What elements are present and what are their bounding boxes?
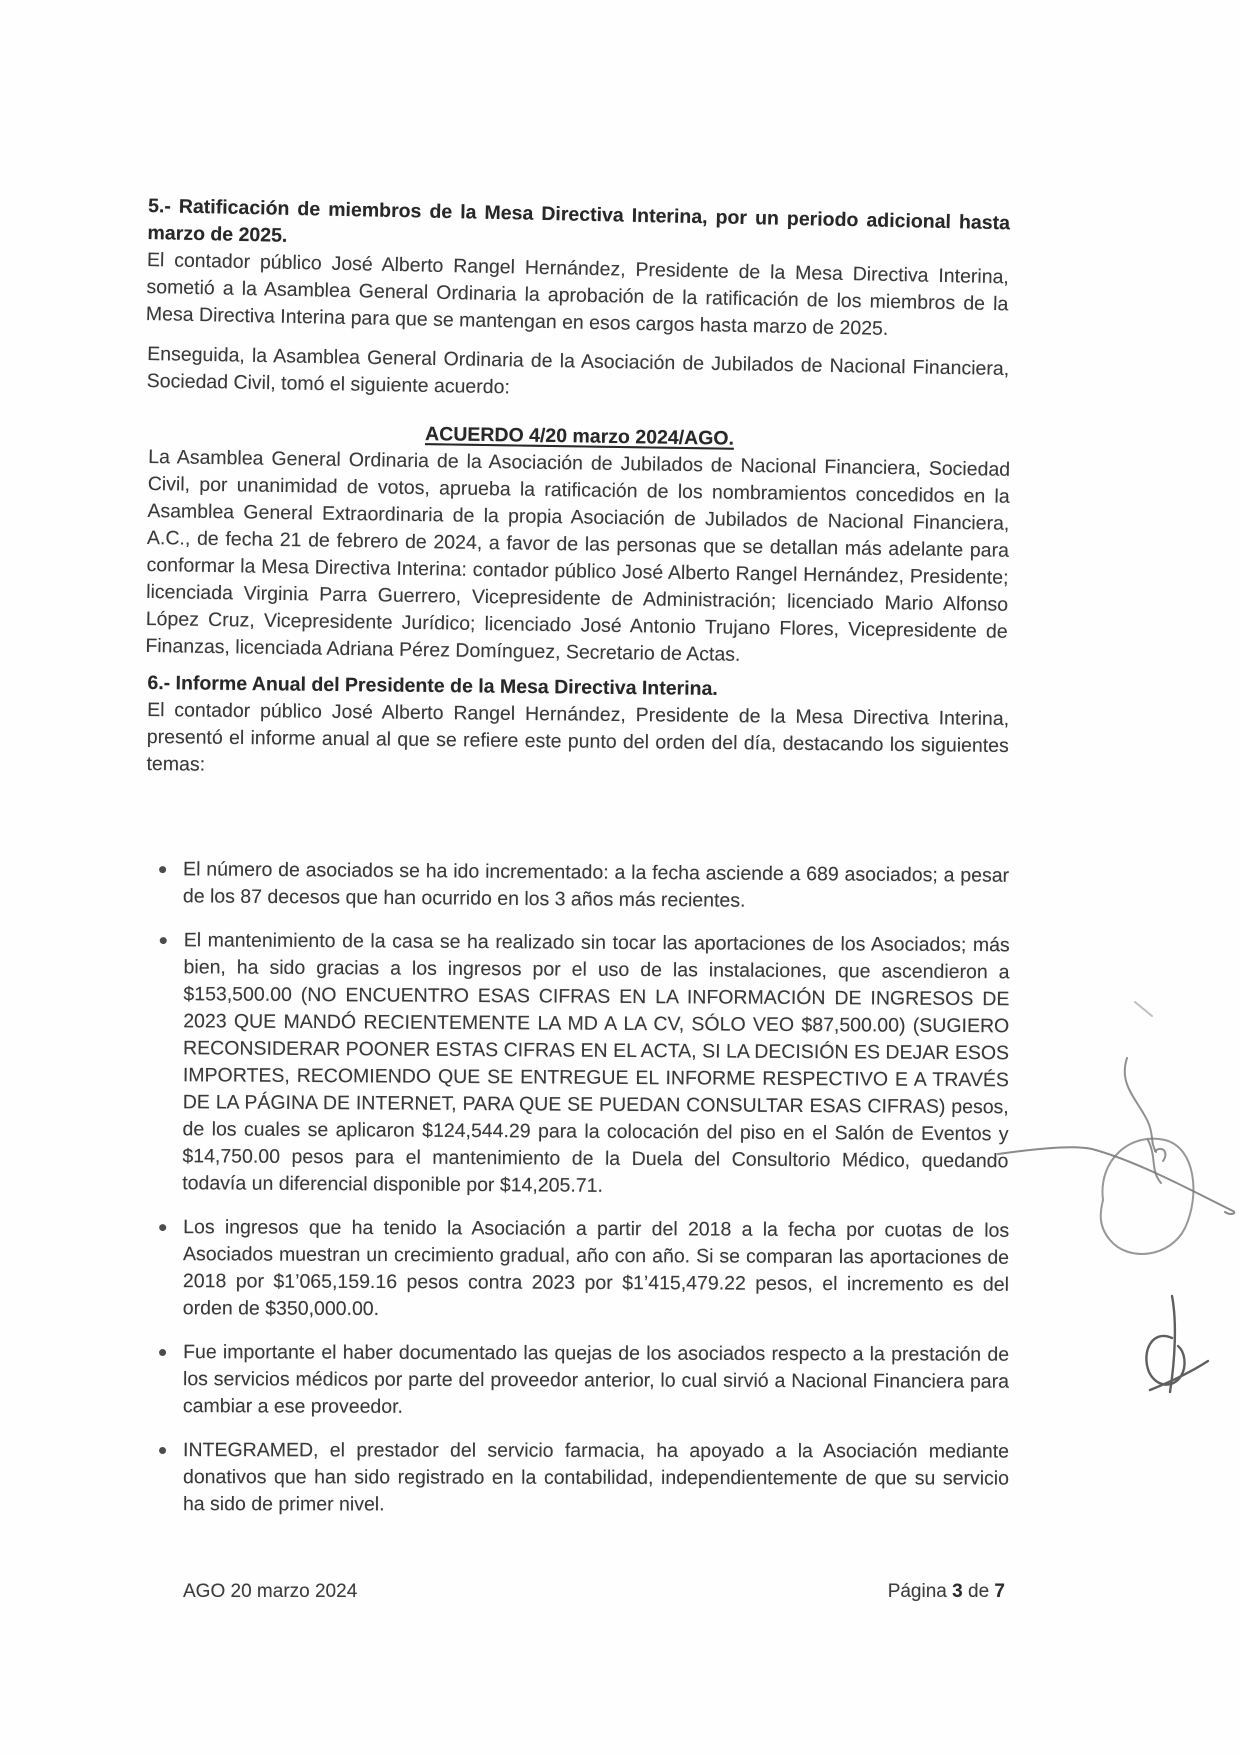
section-5 [146, 193, 1011, 345]
page-footer [183, 1581, 1005, 1603]
section-5-heading: 5.- Ratificación de miembros de la Mesa Directiva Interina, por un periodo adicional hasta marzo de 2025. [147, 195, 1011, 247]
section-6-intro: El contador público José Alberto Rangel Hernández, Presidente de la Mesa Directiva Interina, presentó el informe anual al que se refiere este punto del orden del día, destacando los siguientes temas: [146, 699, 1010, 776]
section-5-paragraph-2: Enseguida, la Asamblea General Ordinaria de la Asociación de Jubilados de Nacional Financiera, Sociedad Civil, tomó el siguiente acuerdo: [146, 343, 1010, 399]
section-6 [146, 670, 1009, 787]
footer-page-number: 3 [952, 1581, 963, 1602]
document-body [147, 193, 1009, 1518]
handwritten-annotation [998, 1002, 1234, 1254]
acuerdo-section [145, 417, 1011, 673]
list-item-integramed: INTEGRAMED, el prestador del servicio farmacia, ha apoyado a la Asociación mediante donativos que han sido registrado en la contabilidad, independientemente de que su servicio ha sido de primer nivel. [147, 1437, 1009, 1520]
footer-page-label: Página [887, 1581, 953, 1602]
acuerdo-body: La Asamblea General Ordinaria de la Asociación de Jubilados de Nacional Financiera, Sociedad Civil, por unanimidad de votos, aprueba la ratificación de los nombramientos concedidos en la Asamblea General Extraordinaria de la propia Asociación de Jubilados de Nacional Financiera, A.C., de fecha 21 de febrero de 2024, a favor de las personas que se detallan más adelante para conformar la Mesa Directiva Interina: contador público José Alberto Rangel Hernández, Presidente; licenciada Virginia Parra Guerrero, Vicepresidente de Administración; licenciado Mario Alfonso López Cruz, Vicepresidente Jurídico; licenciado José Antonio Trujano Flores, Vicepresidente de Finanzas, licenciada Adriana Pérez Domínguez, Secretario de Actas. [145, 446, 1011, 666]
section-5-paragraph-2-block [147, 341, 1010, 410]
list-item-medical-complaints: Fue importante el haber documentado las quejas de los asociados respecto a la prestación de los servicios médicos por parte del proveedor anterior, lo cual sirvió a Nacional Financiera para cambiar a ese proveedor. [147, 1339, 1009, 1423]
acuerdo-title: ACUERDO 4/20 marzo 2024/AGO. [424, 423, 735, 450]
handwritten-mark [1146, 1296, 1208, 1392]
footer-total-pages: 7 [994, 1581, 1005, 1602]
section-5-paragraph-1: El contador público José Alberto Rangel Hernández, Presidente de la Mesa Directiva Interina, sometió a la Asamblea General Ordinaria la aprobación de la ratificación de los miembros de la Mesa Directiva Interina para que se mantengan en esos cargos hasta marzo de 2025. [145, 249, 1010, 340]
list-item-members-count: El número de asociados se ha ido incrementado: a la fecha asciende a 689 asociados; a pesar de los 87 decesos que han ocurrido en los 3 años más recientes. [147, 856, 1009, 917]
report-topics-list [147, 856, 1009, 1518]
footer-of-label: de [962, 1581, 995, 1602]
list-item-income-growth: Los ingresos que ha tenido la Asociación a partir del 2018 a la fecha por cuotas de los Asociados muestran un crecimiento gradual, año con año. Si se comparan las aportaciones de 2018 por $1’065,159.16 pesos contra 2023 por $1’415,479.22 pesos, el incremento es del orden de $350,000.00. [147, 1214, 1009, 1326]
footer-page-indicator [888, 1581, 1005, 1603]
footer-document-date: AGO 20 marzo 2024 [183, 1581, 358, 1602]
list-item-maintenance: El mantenimiento de la casa se ha realizado sin tocar las aportaciones de los Asociados; más bien, ha sido gracias a los ingresos por el uso de las instalaciones, que ascendieron a $153,500.00 (NO ENCUENTRO ESAS CIFRAS EN LA INFORMACIÓN DE INGRESOS DE 2023 QUE MANDÓ RECIENTEMENTE LA MD A LA CV, SÓLO VEO $87,500.00) (SUGIERO RECONSIDERAR POONER ESTAS CIFRAS EN EL ACTA, SI LA DECISIÓN ES DEJAR ESOS IMPORTES, RECOMIENDO QUE SE ENTREGUE EL INFORME RESPECTIVO E A TRAVÉS DE LA PÁGINA DE INTERNET, PARA QUE SE PUEDAN CONSULTAR ESAS CIFRAS) pesos, de los cuales se aplicaron $124,544.29 para la colocación del piso en el Salón de Eventos y $14,750.00 pesos para el mantenimiento de la Duela del Consultorio Médico, quedando todavía un diferencial disponible por $14,205.71. [146, 927, 1010, 1202]
section-6-heading: 6.- Informe Anual del Presidente de la Mesa Directiva Interina. [147, 672, 718, 700]
